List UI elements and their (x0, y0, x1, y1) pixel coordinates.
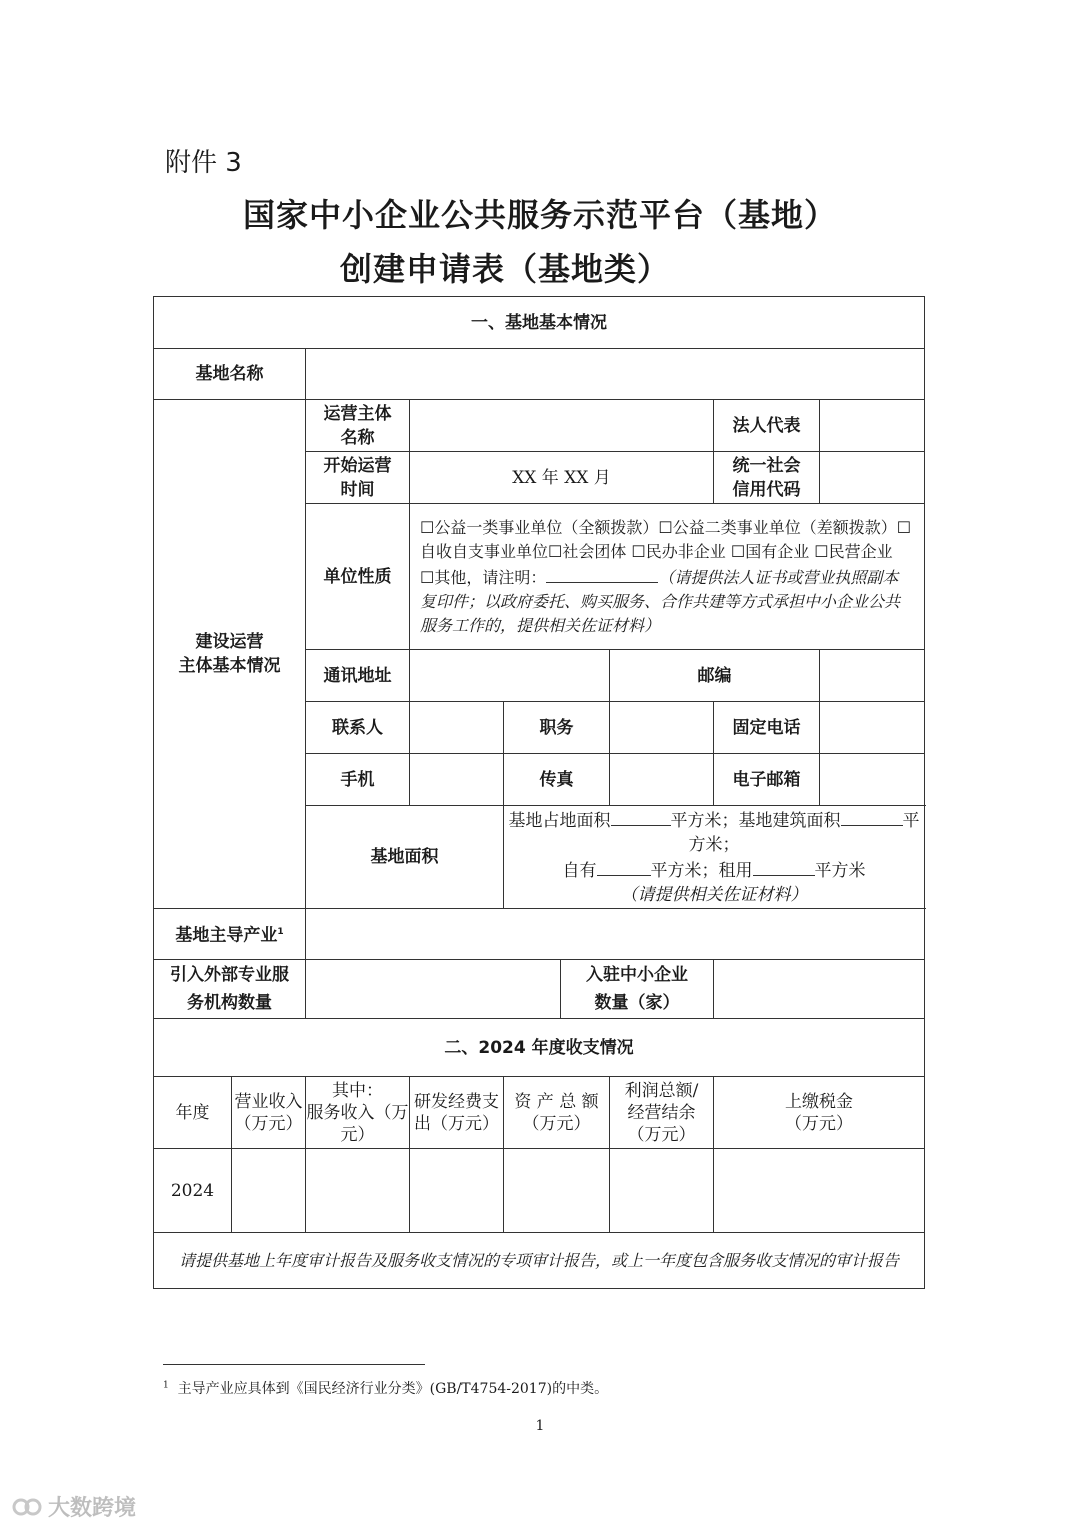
area-unit-3: 平方米； (650, 861, 719, 881)
fax-field[interactable] (610, 754, 714, 806)
finance-rd-field[interactable] (410, 1149, 504, 1233)
watermark-text: 大数跨境 (48, 1496, 137, 1521)
legal-rep-field[interactable] (820, 400, 925, 452)
contact-label: 联系人 (306, 702, 410, 754)
finance-header-service-revenue: 其中： 服务收入（万 元） (306, 1077, 410, 1149)
mobile-field[interactable] (410, 754, 504, 806)
finance-assets-field[interactable] (504, 1149, 610, 1233)
area-land-label: 基地占地面积 (508, 811, 611, 831)
watermark (12, 1491, 136, 1522)
phone-field[interactable] (820, 702, 925, 754)
legal-rep-label: 法人代表 (714, 400, 820, 452)
position-field[interactable] (610, 702, 714, 754)
unit-other-prefix[interactable]: ☐其他，请注明： (420, 567, 547, 587)
base-name-field[interactable] (306, 349, 925, 400)
watermark-logo-icon (12, 1496, 42, 1518)
finance-profit-field[interactable] (610, 1149, 714, 1233)
credit-code-field[interactable] (820, 452, 925, 504)
industry-label-text: 基地主导产业 (175, 925, 278, 946)
postcode-label: 邮编 (610, 650, 820, 702)
footnote (163, 1378, 608, 1398)
base-name-label: 基地名称 (154, 349, 306, 400)
area-building-label: 基地建筑面积 (738, 811, 841, 831)
form-title-line2: 创建申请表（基地类） (340, 250, 671, 288)
start-time-label: 开始运营 时间 (306, 452, 410, 504)
area-unit-2: 平方米； (688, 811, 920, 855)
unit-nature-label: 单位性质 (306, 504, 410, 650)
mobile-label: 手机 (306, 754, 410, 806)
operator-name-field[interactable] (410, 400, 714, 452)
finance-year-cell: 2024 (154, 1149, 232, 1233)
unit-other-blank[interactable] (546, 564, 658, 583)
area-rent-blank[interactable] (753, 857, 815, 876)
page-number: 1 (535, 1418, 545, 1434)
finance-header-year: 年度 (154, 1077, 232, 1149)
enterprises-count-label: 入驻中小企业 数量（家） (561, 960, 714, 1019)
section2-header: 二、2024 年度收支情况 (154, 1019, 925, 1077)
footnote-mark: 1 (163, 1380, 169, 1391)
position-label: 职务 (504, 702, 610, 754)
fax-label: 传真 (504, 754, 610, 806)
email-label: 电子邮箱 (714, 754, 820, 806)
area-own-label: 自有 (562, 861, 597, 881)
finance-header-profit: 利润总额/ 经营结余 （万元） (610, 1077, 714, 1149)
area-unit-end: 平方米 (814, 861, 866, 881)
area-own-blank[interactable] (597, 857, 651, 876)
address-label: 通讯地址 (306, 650, 410, 702)
address-field[interactable] (410, 650, 610, 702)
unit-nature-checkbox-list[interactable]: ☐公益一类事业单位（全额拨款）☐公益二类事业单位（差额拨款）☐自收自支事业单位☐社会团体 ☐民办非企业 ☐国有企业 ☐民营企业 (420, 517, 912, 561)
form-title-line1: 国家中小企业公共服务示范平台（基地） (242, 196, 837, 234)
industry-footnote-mark: 1 (277, 927, 284, 938)
footnote-text: 主导产业应具体到《国民经济行业分类》(GB/T4754-2017)的中类。 (177, 1381, 609, 1397)
finance-tax-field[interactable] (714, 1149, 925, 1233)
attachment-label: 附件 3 (165, 148, 242, 178)
finance-header-tax: 上缴税金 （万元） (714, 1077, 925, 1149)
postcode-field[interactable] (820, 650, 925, 702)
email-field[interactable] (820, 754, 925, 806)
area-label: 基地面积 (306, 806, 504, 909)
operator-section-label: 建设运营 主体基本情况 (154, 400, 306, 909)
external-agencies-field[interactable] (306, 960, 561, 1019)
unit-nature-options[interactable] (410, 504, 925, 650)
finance-revenue-field[interactable] (232, 1149, 306, 1233)
unit-other-note: （请提供法人证书或营业执照副本复印件；以政府委托、购买服务、合作共建等方式承担中小企业公共服务工作的，提供相关佐证材料） (420, 567, 901, 635)
area-land-blank[interactable] (611, 807, 671, 826)
external-agencies-label: 引入外部专业服 务机构数量 (154, 960, 306, 1019)
area-content[interactable] (504, 806, 925, 909)
finance-header-assets: 资 产 总 额 （万元） (504, 1077, 610, 1149)
start-time-field[interactable]: XX 年 XX 月 (410, 452, 714, 504)
area-note: （请提供相关佐证材料） (620, 885, 808, 905)
industry-field[interactable] (306, 909, 925, 960)
finance-header-revenue: 营业收入 （万元） (232, 1077, 306, 1149)
enterprises-count-field[interactable] (714, 960, 925, 1019)
credit-code-label: 统一社会 信用代码 (714, 452, 820, 504)
finance-note: 请提供基地上年度审计报告及服务收支情况的专项审计报告，或上一年度包含服务收支情况的审计报告 (154, 1233, 925, 1289)
application-form-table (153, 296, 925, 1289)
area-building-blank[interactable] (841, 807, 903, 826)
contact-field[interactable] (410, 702, 504, 754)
finance-header-rd: 研发经费支 出（万元） (410, 1077, 504, 1149)
finance-service-revenue-field[interactable] (306, 1149, 410, 1233)
area-unit-1: 平方米； (670, 811, 739, 831)
industry-label (154, 909, 306, 960)
phone-label: 固定电话 (714, 702, 820, 754)
section1-header: 一、基地基本情况 (154, 297, 925, 349)
area-rent-label: 租用 (718, 861, 753, 881)
footnote-divider (163, 1364, 425, 1365)
operator-name-label: 运营主体 名称 (306, 400, 410, 452)
